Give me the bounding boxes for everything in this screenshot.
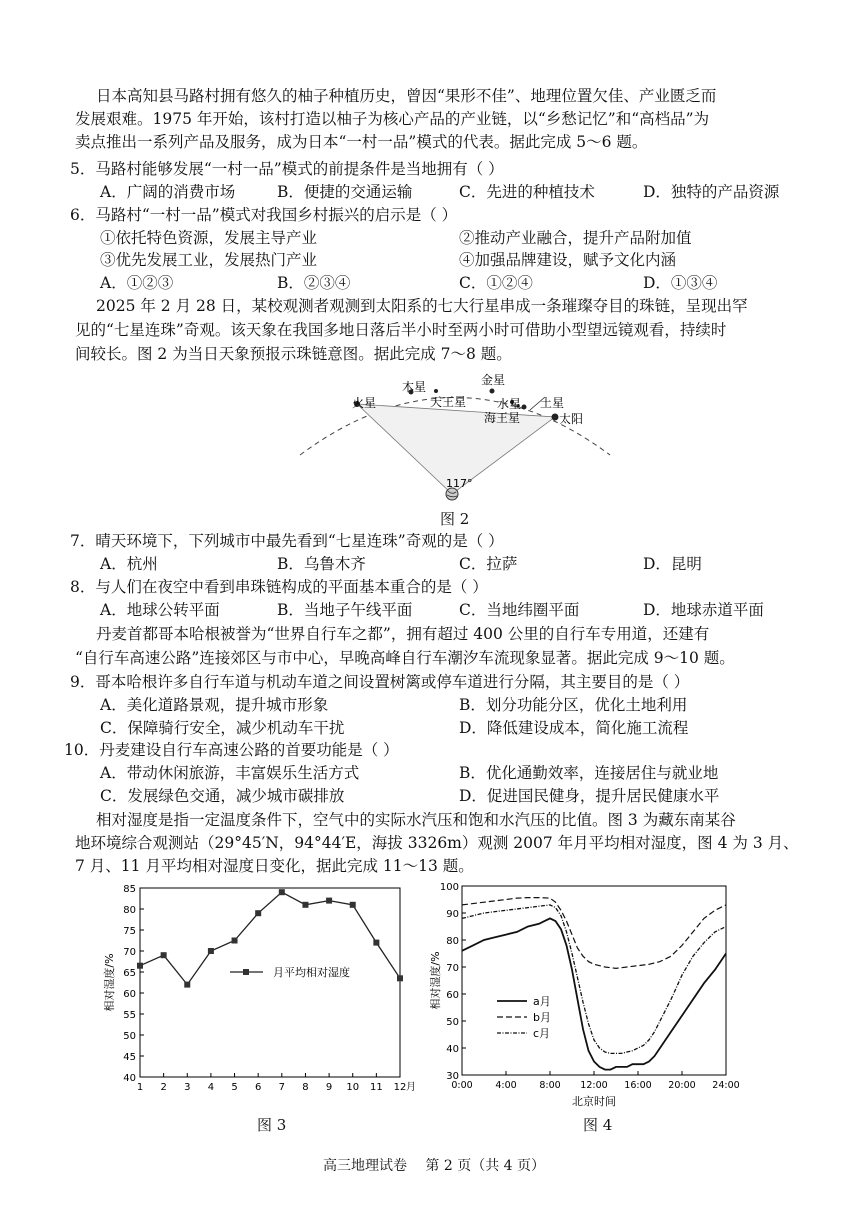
y-tick-label: 80 [446, 936, 459, 947]
x-tick-label: 10 [346, 1082, 360, 1093]
x-tick-label: 3 [184, 1082, 191, 1093]
passage1-line2: 发展艰难。1975 年开始，该村打造以柚子为核心产品的产业链，以“乡愁记忆”和“高档品”为 [75, 110, 710, 128]
x-tick-label: 12 [393, 1082, 407, 1093]
q8-option-b[interactable]: B．当地子午线平面 [277, 601, 413, 619]
planet-label-saturn: 土星 [540, 396, 565, 410]
y-tick-label: 100 [439, 882, 459, 893]
y-tick-label: 70 [123, 947, 136, 958]
q10-stem: 10．丹麦建设自行车高速公路的首要功能是（ ） [64, 741, 399, 759]
x-tick-label: 11 [369, 1082, 383, 1093]
y-tick-label: 45 [123, 1052, 136, 1063]
x-unit-label: 月 [406, 1082, 416, 1093]
data-point [137, 963, 143, 969]
plot-frame [140, 888, 400, 1077]
passage4-line1: 相对湿度是指一定温度条件下，空气中的实际水汽压和饱和水汽压的比值。图 3 为藏东南某谷 [96, 811, 736, 829]
q5-option-b[interactable]: B．便捷的交通运输 [277, 183, 413, 201]
passage4-line3: 7 月、11 月平均相对湿度日变化，据此完成 11～13 题。 [75, 857, 474, 875]
data-point [255, 910, 261, 916]
q6-option-d[interactable]: D．①③④ [643, 274, 718, 292]
q8-option-d[interactable]: D．地球赤道平面 [643, 601, 764, 619]
q6-stem: 6．马路村“一村一品”模式对我国乡村振兴的启示是（ ） [70, 206, 458, 224]
figure-3-caption: 图 3 [257, 1116, 287, 1134]
y-tick-label: 60 [446, 990, 459, 1001]
y-tick-label: 65 [123, 968, 136, 979]
data-point [208, 948, 214, 954]
passage3-line1: 丹麦首都哥本哈根被誉为“世界自行车之都”，拥有超过 400 公里的自行车专用道，还建有 [96, 625, 710, 643]
q9-option-b[interactable]: B．划分功能分区，优化土地利用 [459, 696, 688, 714]
q5-stem: 5．马路村能够发展“一村一品”模式的前提条件是当地拥有（ ） [70, 160, 504, 178]
q5-option-d[interactable]: D．独特的产品资源 [643, 183, 780, 201]
y-tick-label: 50 [446, 1017, 459, 1028]
q6-item-4: ④加强品牌建设，赋予文化内涵 [459, 251, 677, 269]
y-tick-label: 70 [446, 963, 459, 974]
q7-option-a[interactable]: A．杭州 [100, 555, 158, 573]
data-point [302, 902, 308, 908]
y-tick-label: 80 [123, 905, 136, 916]
x-tick-label: 6 [254, 1082, 262, 1093]
data-point [161, 952, 167, 958]
y-tick-label: 40 [446, 1044, 459, 1055]
q6-item-1: ①依托特色资源，发展主导产业 [100, 229, 318, 247]
q7-stem: 7．晴天环境下，下列城市中最先看到“七星连珠”奇观的是（ ） [70, 532, 504, 550]
x-tick-label: 9 [325, 1082, 333, 1093]
data-point [184, 982, 190, 988]
q9-option-d[interactable]: D．降低建设成本，简化施工流程 [459, 719, 689, 737]
x-tick-label: 12:00 [580, 1080, 608, 1091]
y-tick-label: 55 [123, 1010, 136, 1021]
passage1-line3: 卖点推出一系列产品及服务，成为日本“一村一品”模式的代表。据此完成 5～6 题。 [75, 133, 648, 151]
data-point [397, 975, 403, 981]
series-line-c月 [462, 905, 726, 1054]
q8-stem: 8．与人们在夜空中看到串珠链构成的平面基本重合的是（ ） [70, 578, 488, 596]
legend-label: a月 [533, 995, 551, 1008]
x-tick-label: 8 [302, 1082, 309, 1093]
x-tick-label: 4:00 [495, 1080, 517, 1091]
x-tick-label: 4 [207, 1082, 215, 1093]
y-tick-label: 75 [123, 926, 136, 937]
x-tick-label: 5 [231, 1082, 238, 1093]
q6-option-c[interactable]: C．①②④ [459, 274, 533, 292]
planet-label-mars: 火星 [352, 396, 377, 410]
legend-label: 月平均相对湿度 [273, 966, 350, 979]
legend-marker [243, 969, 249, 975]
y-axis-label: 相对湿度/% [429, 951, 442, 1010]
planet-label-sun: 太阳 [559, 412, 584, 426]
passage1-line1: 日本高知县马路村拥有悠久的柚子种植历史，曾因“果形不佳”、地理位置欠佳、产业匮乏而 [96, 87, 717, 105]
series-line [140, 892, 400, 984]
planet-label-mercury: 水星 [497, 397, 522, 411]
data-point [279, 889, 285, 895]
q6-option-a[interactable]: A．①②③ [100, 274, 174, 292]
x-tick-label: 24:00 [712, 1080, 740, 1091]
q6-item-2: ②推动产业融合，提升产品附加值 [459, 229, 692, 247]
y-tick-label: 50 [123, 1031, 136, 1042]
angle-label: 117° [446, 477, 473, 490]
y-tick-label: 40 [123, 1073, 136, 1084]
q7-option-c[interactable]: C．拉萨 [459, 555, 518, 573]
planet-label-neptune: 海王星 [484, 411, 521, 425]
q10-option-c[interactable]: C．发展绿色交通，减少城市碳排放 [100, 787, 345, 805]
x-tick-label: 8:00 [539, 1080, 561, 1091]
passage3-line2: “自行车高速公路”连接郊区与市中心，早晚高峰自行车潮汐车流现象显著。据此完成 9～10 题。 [75, 649, 735, 667]
figure-2-diagram [295, 368, 615, 508]
series-line-b月 [462, 898, 726, 969]
passage2-line3: 间较长。图 2 为当日天象预报示珠链意图。据此完成 7～8 题。 [75, 345, 512, 363]
q9-option-a[interactable]: A．美化道路景观，提升城市形象 [100, 696, 329, 714]
q6-item-3: ③优先发展工业，发展热门产业 [100, 251, 318, 269]
x-tick-label: 1 [136, 1082, 144, 1093]
y-axis-label: 相对湿度/% [103, 953, 116, 1012]
planet-label-venus: 金星 [481, 373, 506, 387]
planet-label-uranus: 天王星 [430, 395, 467, 409]
data-point [232, 938, 238, 944]
q10-option-b[interactable]: B．优化通勤效率，连接居住与就业地 [459, 764, 719, 782]
y-tick-label: 60 [123, 989, 136, 1000]
figure-4-chart [425, 875, 745, 1115]
x-tick-label: 2 [160, 1082, 167, 1093]
legend-label: c月 [533, 1027, 551, 1040]
y-tick-label: 85 [123, 884, 136, 895]
q6-option-b[interactable]: B．②③④ [277, 274, 351, 292]
q10-option-a[interactable]: A．带动休闲旅游，丰富娱乐生活方式 [100, 764, 360, 782]
q8-option-a[interactable]: A．地球公转平面 [100, 601, 220, 619]
q5-option-a[interactable]: A．广阔的消费市场 [100, 183, 236, 201]
passage2-line1: 2025 年 2 月 28 日，某校观测者观测到太阳系的七大行星串成一条璀璨夺目的珠链，呈现出罕 [96, 297, 748, 315]
x-tick-label: 0:00 [451, 1080, 473, 1091]
page-footer: 高三地理试卷 第 2 页（共 4 页） [322, 1158, 546, 1174]
series-line-a月 [462, 918, 726, 1069]
q5-option-c[interactable]: C．先进的种植技术 [459, 183, 595, 201]
data-point [373, 940, 379, 946]
data-point [350, 902, 356, 908]
q8-option-c[interactable]: C．当地纬圈平面 [459, 601, 580, 619]
q7-option-b[interactable]: B．乌鲁木齐 [277, 555, 366, 573]
figure-3-chart [95, 880, 425, 1102]
x-axis-label: 北京时间 [572, 1095, 616, 1108]
plot-frame [462, 886, 726, 1075]
q7-option-d[interactable]: D．昆明 [643, 555, 702, 573]
passage4-line2: 地环境综合观测站（29°45′N，94°44′E，海拔 3326m）观测 2007 年月平均相对湿度，图 4 为 3 月、 [75, 834, 799, 852]
data-point [326, 898, 332, 904]
q10-option-d[interactable]: D．促进国民健身，提升居民健康水平 [459, 787, 720, 805]
x-tick-label: 20:00 [668, 1080, 696, 1091]
x-tick-label: 7 [278, 1082, 286, 1093]
planet-label-jupiter: 木星 [402, 380, 427, 394]
legend-label: b月 [533, 1011, 551, 1024]
x-tick-label: 16:00 [624, 1080, 652, 1091]
figure-2-caption: 图 2 [440, 510, 470, 528]
q9-stem: 9．哥本哈根许多自行车道与机动车道之间设置树篱或停车道进行分隔，其主要目的是（ ） [70, 673, 690, 691]
y-tick-label: 30 [446, 1071, 459, 1082]
q9-option-c[interactable]: C．保障骑行安全，减少机动车干扰 [100, 719, 345, 737]
y-tick-label: 90 [446, 909, 459, 920]
figure-4-caption: 图 4 [583, 1116, 613, 1134]
passage2-line2: 见的“七星连珠”奇观。该天象在我国多地日落后半小时至两小时可借助小型望远镜观看，持续时 [75, 321, 727, 339]
